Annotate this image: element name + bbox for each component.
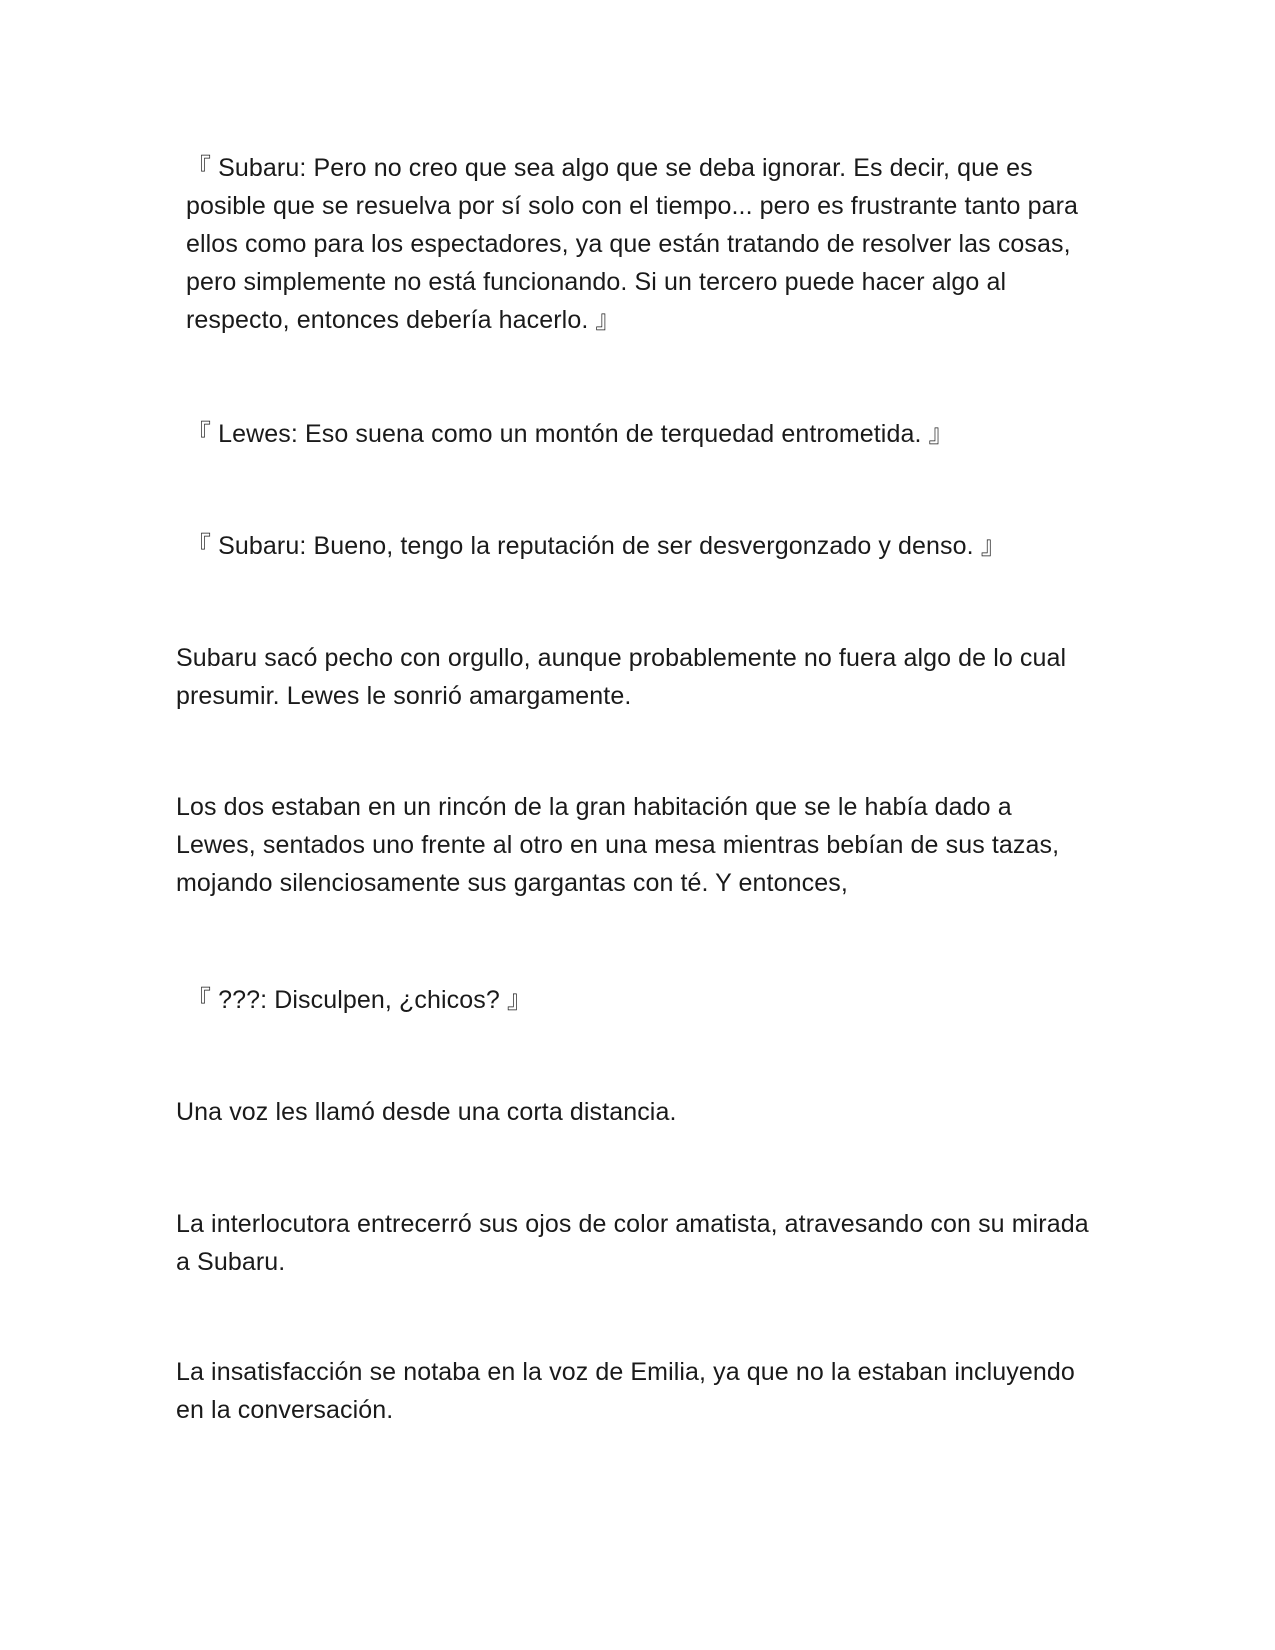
narration-paragraph-4: La interlocutora entrecerró sus ojos de color amatista, atravesando con su mirada a Subaru.: [176, 1210, 1089, 1276]
narration-paragraph-3: Una voz les llamó desde una corta distancia.: [176, 1098, 677, 1126]
dialogue-subaru-2: 『 Subaru: Bueno, tengo la reputación de ser desvergonzado y denso. 』: [186, 532, 1006, 560]
dialogue-lewes: 『 Lewes: Eso suena como un montón de terquedad entrometida. 』: [186, 420, 954, 448]
narration-paragraph-5: La insatisfacción se notaba en la voz de Emilia, ya que no la estaban incluyendo en la conversación.: [176, 1358, 1075, 1424]
narration-paragraph-1: Subaru sacó pecho con orgullo, aunque probablemente no fuera algo de lo cual presumir. Lewes le sonrió amargamente.: [176, 644, 1067, 710]
dialogue-subaru-1: 『 Subaru: Pero no creo que sea algo que se deba ignorar. Es decir, que es posible que se resuelva por sí solo con el tiempo... pero es frustrante tanto para ellos como para los espectadores, ya que están tratando de resolver las cosas, pero simplemente no está funcionando. Si un tercero puede hacer algo al respecto, entonces debería hacerlo. 』: [186, 154, 1079, 334]
dialogue-unknown: 『 ???: Disculpen, ¿chicos? 』: [186, 986, 533, 1014]
narration-paragraph-2: Los dos estaban en un rincón de la gran habitación que se le había dado a Lewes, sentados uno frente al otro en una mesa mientras bebían de sus tazas, mojando silenciosamente sus gargantas con té. Y entonces,: [176, 793, 1060, 897]
